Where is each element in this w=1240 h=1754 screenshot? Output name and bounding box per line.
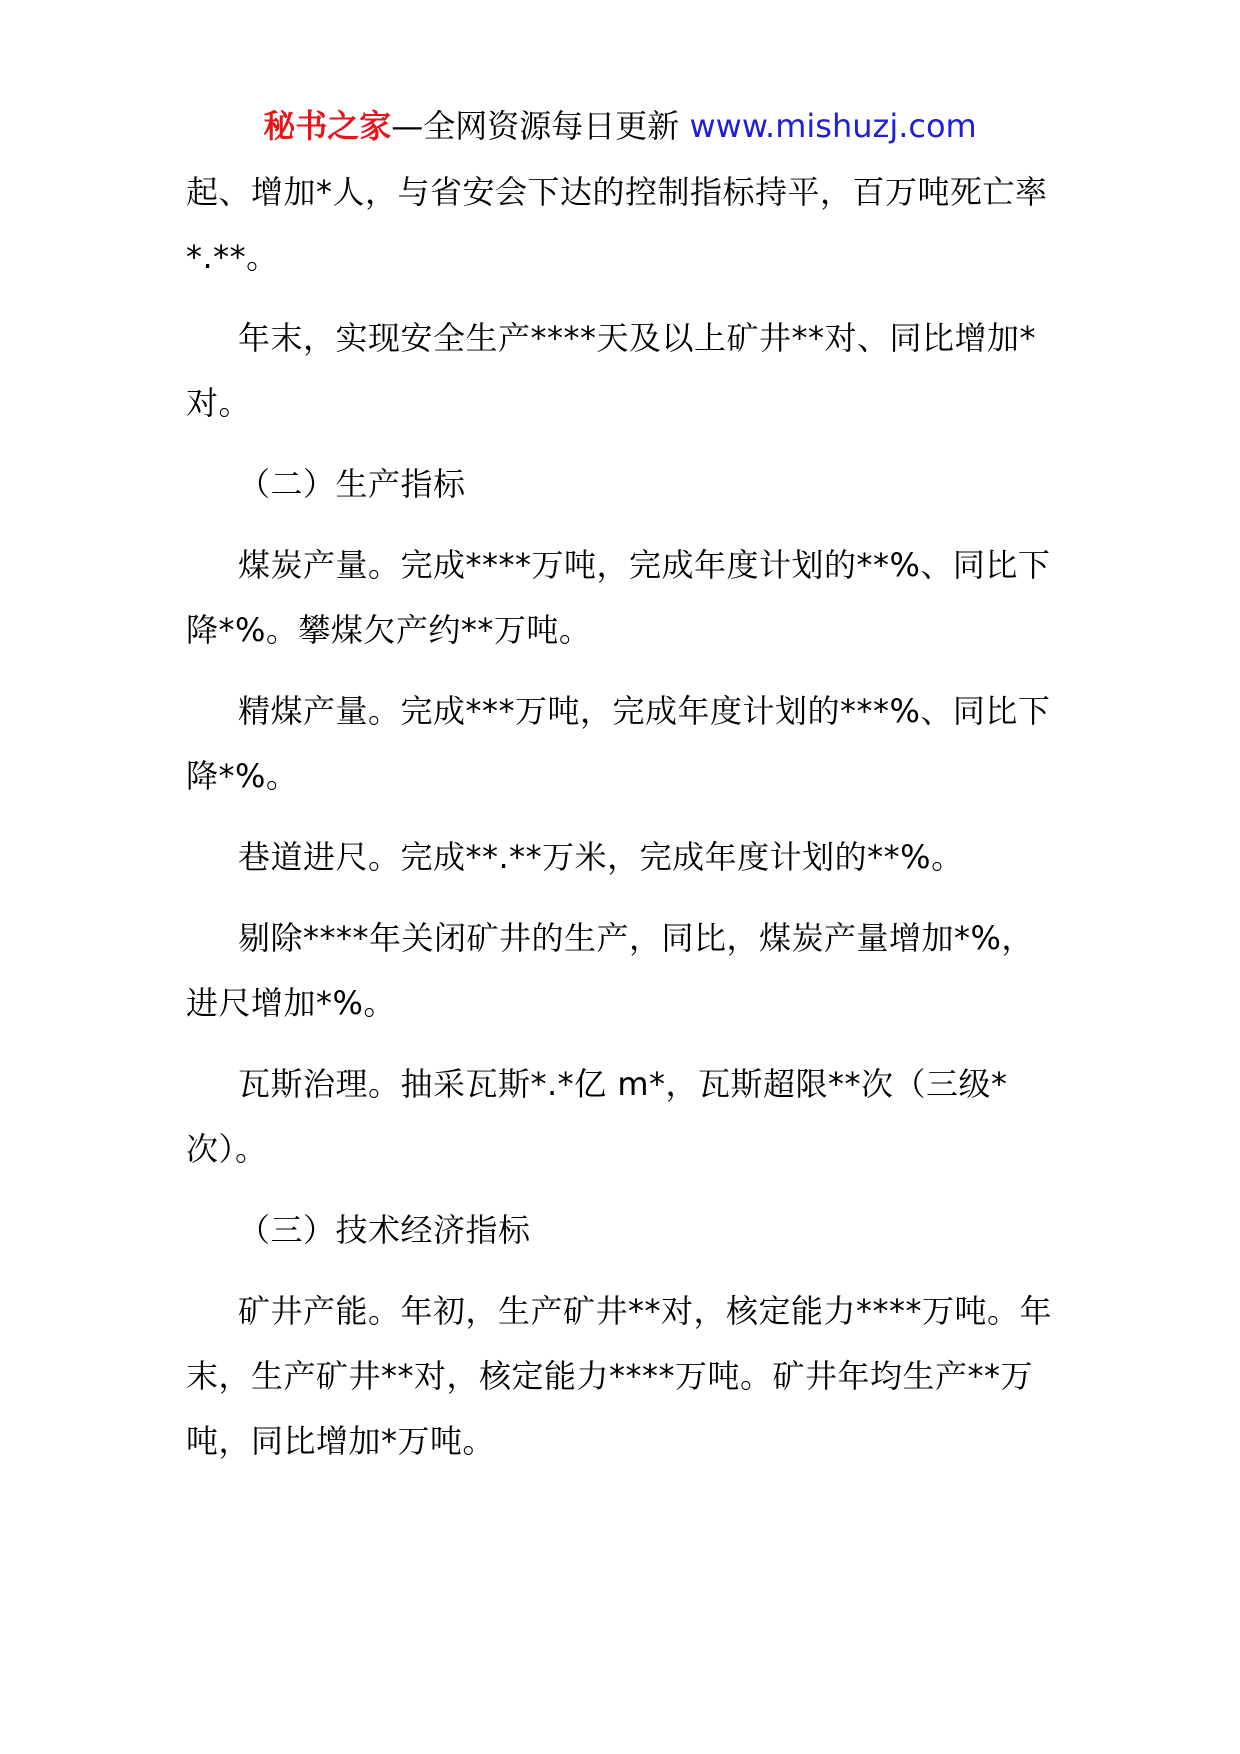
paragraph-safety-continued: 起、增加*人，与省安会下达的控制指标持平，百万吨死亡率*.**。	[186, 173, 1048, 276]
site-header	[0, 104, 1240, 148]
section-heading-technical-economic: （三）技术经济指标	[238, 1211, 531, 1249]
site-url-link[interactable]: www.mishuzj.com	[689, 107, 977, 145]
site-tagline: —全网资源每日更新	[391, 107, 680, 145]
paragraph-clean-coal-output: 精煤产量。完成***万吨，完成年度计划的***%、同比下降*%。	[186, 692, 1051, 795]
document-body	[186, 160, 1066, 1490]
paragraph-coal-output: 煤炭产量。完成****万吨，完成年度计划的**%、同比下降*%。攀煤欠产约**万吨。	[186, 546, 1051, 649]
site-brand: 秘书之家	[263, 107, 392, 145]
paragraph-mine-capacity: 矿井产能。年初，生产矿井**对，核定能力****万吨。年末，生产矿井**对，核定能力****万吨。矿井年均生产**万吨，同比增加*万吨。	[186, 1292, 1053, 1460]
paragraph-safe-production-days: 年末，实现安全生产****天及以上矿井**对、同比增加*对。	[186, 319, 1037, 422]
paragraph-tunnel-footage: 巷道进尺。完成**.**万米，完成年度计划的**%。	[238, 838, 964, 876]
paragraph-gas-control: 瓦斯治理。抽采瓦斯*.*亿 m*，瓦斯超限**次（三级*次）。	[186, 1065, 1008, 1168]
paragraph-excluding-closed-mines: 剔除****年关闭矿井的生产，同比，煤炭产量增加*%，进尺增加*%。	[186, 919, 1034, 1022]
section-heading-production: （二）生产指标	[238, 465, 466, 503]
